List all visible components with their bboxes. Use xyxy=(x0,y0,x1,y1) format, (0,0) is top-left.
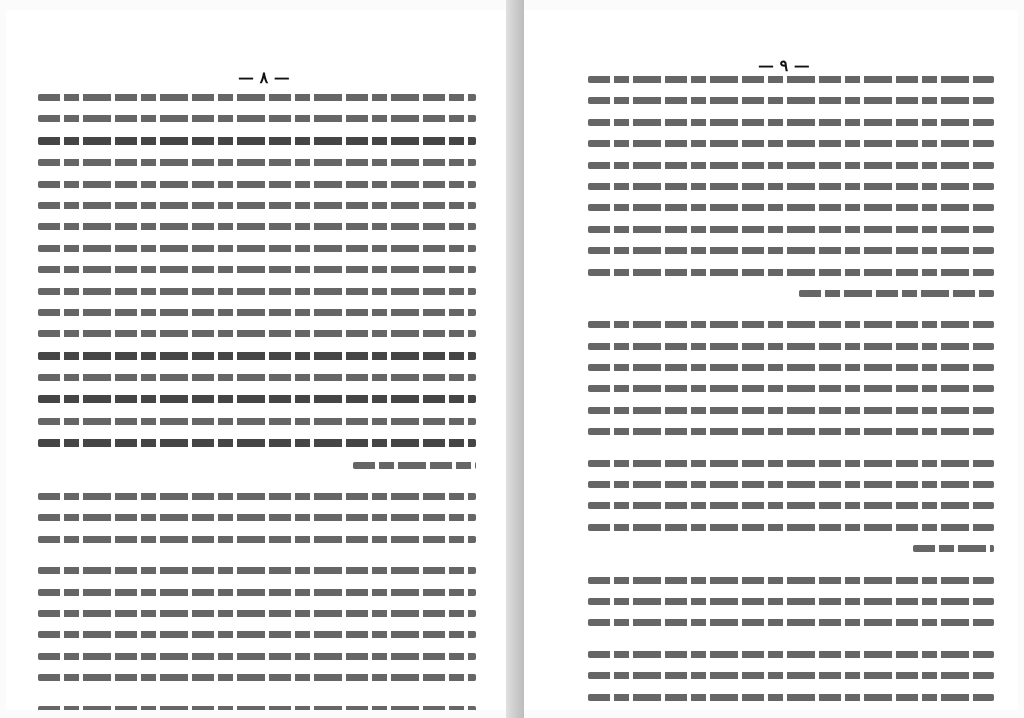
paragraph-gap xyxy=(588,311,994,321)
paragraph-gap xyxy=(38,557,476,567)
text-line xyxy=(38,536,476,543)
text-line xyxy=(588,502,994,509)
text-line xyxy=(38,589,476,596)
text-line xyxy=(38,674,476,681)
text-line xyxy=(38,330,476,337)
text-line xyxy=(38,493,476,500)
text-line xyxy=(353,462,476,469)
page-gutter xyxy=(506,0,524,718)
body-text xyxy=(38,94,476,710)
text-line xyxy=(799,290,994,297)
text-line xyxy=(38,245,476,252)
page-right xyxy=(524,10,1018,710)
text-line xyxy=(38,202,476,209)
text-line xyxy=(588,428,994,435)
text-line xyxy=(588,407,994,414)
text-line xyxy=(588,672,994,679)
paragraph-gap xyxy=(588,641,994,651)
text-line xyxy=(38,631,476,638)
text-line xyxy=(588,204,994,211)
text-line xyxy=(38,288,476,295)
page-number: — ٩ — xyxy=(758,56,810,75)
text-line xyxy=(38,514,476,521)
text-line xyxy=(588,385,994,392)
text-line xyxy=(588,481,994,488)
text-line xyxy=(38,266,476,273)
text-line xyxy=(588,694,994,701)
page-left xyxy=(6,10,506,710)
text-line xyxy=(588,619,994,626)
text-line xyxy=(588,269,994,276)
text-line xyxy=(38,137,476,145)
page-number: — ٨ — xyxy=(238,68,290,87)
text-line xyxy=(38,395,476,403)
text-line xyxy=(38,374,476,381)
paragraph-gap xyxy=(588,567,994,577)
text-line xyxy=(588,364,994,371)
text-line xyxy=(588,524,994,531)
text-line xyxy=(588,76,994,83)
text-line xyxy=(588,460,994,467)
text-line xyxy=(38,94,476,101)
text-line xyxy=(38,567,476,574)
paragraph-gap xyxy=(38,483,476,493)
text-line xyxy=(588,343,994,350)
body-text xyxy=(588,76,994,710)
text-line xyxy=(588,247,994,254)
text-line xyxy=(588,226,994,233)
text-line xyxy=(588,140,994,147)
text-line xyxy=(38,352,476,360)
text-line xyxy=(38,653,476,660)
paragraph-gap xyxy=(38,696,476,706)
text-line xyxy=(588,321,994,328)
text-line xyxy=(38,418,476,425)
text-line xyxy=(38,706,476,710)
text-line xyxy=(588,183,994,190)
text-line xyxy=(588,577,994,584)
text-line xyxy=(38,309,476,316)
text-line xyxy=(38,223,476,230)
text-line xyxy=(588,598,994,605)
text-line xyxy=(38,439,476,447)
text-line xyxy=(38,181,476,188)
paragraph-gap xyxy=(588,450,994,460)
text-line xyxy=(588,651,994,658)
text-line xyxy=(38,159,476,166)
text-line xyxy=(588,97,994,104)
text-line xyxy=(588,162,994,169)
text-line xyxy=(913,545,994,552)
text-line xyxy=(38,115,476,122)
text-line xyxy=(38,610,476,617)
text-line xyxy=(588,119,994,126)
